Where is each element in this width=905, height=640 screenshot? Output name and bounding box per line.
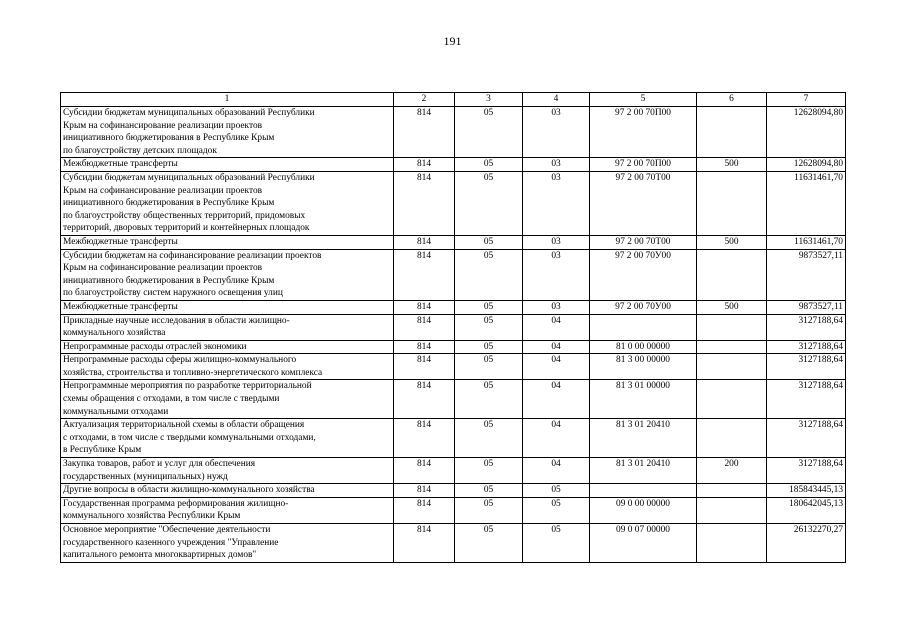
subsection-cell: 03 — [523, 249, 590, 300]
expense-type-cell: 500 — [697, 300, 767, 314]
row-name-line: Крым на софинансирование реализации проектов — [63, 263, 263, 274]
row-name-line: государственного казенного учреждения "Управление — [63, 537, 279, 548]
amount-cell: 11631461,70 — [767, 235, 846, 249]
row-name-line: Непрограммные расходы сферы жилищно-коммунального — [63, 355, 297, 366]
target-article-cell: 97 2 00 70Т00 — [590, 171, 697, 235]
row-name-line: по благоустройству систем наружного освещения улиц — [63, 288, 283, 299]
row-name-cell — [61, 354, 394, 380]
row-name-cell — [61, 107, 394, 158]
amount-cell: 3127188,64 — [767, 354, 846, 380]
amount-cell: 11631461,70 — [767, 171, 846, 235]
row-name-line: Непрограммные мероприятия по разработке территориальной — [63, 381, 312, 392]
header-cell: 4 — [523, 93, 590, 107]
row-name-line: Прикладные научные исследования в области жилищно- — [63, 315, 290, 326]
code-grbs-cell: 814 — [394, 484, 455, 498]
table-row — [61, 524, 846, 563]
section-cell: 05 — [455, 314, 523, 340]
table-row — [61, 340, 846, 354]
row-name-line: Межбюджетные трансферты — [63, 301, 178, 312]
code-grbs-cell: 814 — [394, 380, 455, 419]
row-name-line: Крым на софинансирование реализации проектов — [63, 120, 263, 131]
table-header-row — [61, 93, 846, 107]
target-article-cell: 97 2 00 70П00 — [590, 158, 697, 172]
section-cell: 05 — [455, 497, 523, 523]
amount-cell: 180642045,13 — [767, 497, 846, 523]
expense-type-cell — [697, 524, 767, 563]
subsection-cell: 04 — [523, 314, 590, 340]
section-cell: 05 — [455, 158, 523, 172]
row-name-cell — [61, 314, 394, 340]
row-name-line: Государственная программа реформирования жилищно- — [63, 498, 289, 509]
table-row — [61, 484, 846, 498]
code-grbs-cell: 814 — [394, 158, 455, 172]
subsection-cell: 05 — [523, 497, 590, 523]
row-name-line: Субсидии бюджетам на софинансирование реализации проектов — [63, 250, 322, 261]
expense-type-cell — [697, 340, 767, 354]
table-row — [61, 497, 846, 523]
subsection-cell: 04 — [523, 340, 590, 354]
section-cell: 05 — [455, 171, 523, 235]
table-row — [61, 249, 846, 300]
code-grbs-cell: 814 — [394, 300, 455, 314]
code-grbs-cell: 814 — [394, 340, 455, 354]
table-row — [61, 300, 846, 314]
row-name-line: инициативного бюджетирования в Республике Крым — [63, 198, 275, 209]
table-row — [61, 458, 846, 484]
code-grbs-cell: 814 — [394, 497, 455, 523]
amount-cell: 3127188,64 — [767, 458, 846, 484]
subsection-cell: 03 — [523, 171, 590, 235]
target-article-cell: 81 3 01 20410 — [590, 419, 697, 458]
target-article-cell: 81 3 01 00000 — [590, 380, 697, 419]
table-row — [61, 171, 846, 235]
row-name-line: Субсидии бюджетам муниципальных образований Республики — [63, 108, 315, 118]
target-article-cell — [590, 314, 697, 340]
amount-cell: 12628094,80 — [767, 158, 846, 172]
row-name-cell — [61, 458, 394, 484]
row-name-line: схемы обращения с отходами, в том числе с твердыми — [63, 394, 280, 405]
row-name-line: Субсидии бюджетам муниципальных образований Республики — [63, 172, 315, 183]
row-name-cell — [61, 158, 394, 172]
row-name-cell — [61, 235, 394, 249]
expense-type-cell — [697, 171, 767, 235]
table-row — [61, 107, 846, 158]
row-name-cell — [61, 300, 394, 314]
target-article-cell: 09 0 00 00000 — [590, 497, 697, 523]
section-cell: 05 — [455, 458, 523, 484]
amount-cell: 9873527,11 — [767, 300, 846, 314]
row-name-cell — [61, 419, 394, 458]
budget-table — [60, 92, 846, 563]
row-name-line: инициативного бюджетирования в Республике Крым — [63, 275, 275, 286]
code-grbs-cell: 814 — [394, 354, 455, 380]
code-grbs-cell: 814 — [394, 171, 455, 235]
section-cell: 05 — [455, 380, 523, 419]
subsection-cell: 03 — [523, 107, 590, 158]
table-row — [61, 158, 846, 172]
section-cell: 05 — [455, 419, 523, 458]
expense-type-cell — [697, 497, 767, 523]
row-name-line: Непрограммные расходы отраслей экономики — [63, 341, 247, 352]
amount-cell: 3127188,64 — [767, 419, 846, 458]
target-article-cell: 81 3 01 20410 — [590, 458, 697, 484]
row-name-line: территорий, дворовых территорий и контейнерных площадок — [63, 223, 310, 234]
table-row — [61, 354, 846, 380]
target-article-cell: 97 2 00 70Т00 — [590, 235, 697, 249]
subsection-cell: 04 — [523, 380, 590, 419]
row-name-line: по благоустройству детских площадок — [63, 145, 217, 156]
target-article-cell: 81 0 00 00000 — [590, 340, 697, 354]
target-article-cell: 97 2 00 70У00 — [590, 249, 697, 300]
row-name-cell — [61, 497, 394, 523]
row-name-line: государственных (муниципальных) нужд — [63, 471, 228, 482]
code-grbs-cell: 814 — [394, 314, 455, 340]
row-name-line: коммунального хозяйства Республики Крым — [63, 511, 241, 522]
expense-type-cell — [697, 419, 767, 458]
table-row — [61, 314, 846, 340]
row-name-line: Межбюджетные трансферты — [63, 236, 178, 247]
section-cell: 05 — [455, 354, 523, 380]
row-name-line: Актуализация территориальной схемы в области обращения — [63, 420, 305, 431]
header-cell: 3 — [455, 93, 523, 107]
row-name-cell — [61, 484, 394, 498]
amount-cell: 26132270,27 — [767, 524, 846, 563]
row-name-line: по благоустройству общественных территорий, придомовых — [63, 210, 306, 221]
table-row — [61, 380, 846, 419]
row-name-line: хозяйства, строительства и топливно-энергетического комплекса — [63, 367, 323, 378]
expense-type-cell — [697, 249, 767, 300]
row-name-cell — [61, 380, 394, 419]
code-grbs-cell: 814 — [394, 458, 455, 484]
target-article-cell: 81 3 00 00000 — [590, 354, 697, 380]
page-number: 191 — [443, 34, 462, 48]
row-name-cell — [61, 524, 394, 563]
row-name-line: в Республике Крым — [63, 445, 142, 456]
expense-type-cell: 500 — [697, 158, 767, 172]
amount-cell: 9873527,11 — [767, 249, 846, 300]
row-name-line: Закупка товаров, работ и услуг для обеспечения — [63, 459, 256, 470]
code-grbs-cell: 814 — [394, 249, 455, 300]
target-article-cell: 97 2 00 70П00 — [590, 107, 697, 158]
section-cell: 05 — [455, 524, 523, 563]
subsection-cell: 03 — [523, 300, 590, 314]
header-cell: 7 — [767, 93, 846, 107]
section-cell: 05 — [455, 107, 523, 158]
section-cell: 05 — [455, 235, 523, 249]
subsection-cell: 03 — [523, 235, 590, 249]
expense-type-cell — [697, 354, 767, 380]
row-name-cell — [61, 171, 394, 235]
section-cell: 05 — [455, 249, 523, 300]
subsection-cell: 04 — [523, 458, 590, 484]
row-name-line: Межбюджетные трансферты — [63, 159, 178, 170]
row-name-line: инициативного бюджетирования в Республике Крым — [63, 133, 275, 144]
target-article-cell: 97 2 00 70У00 — [590, 300, 697, 314]
amount-cell: 12628094,80 — [767, 107, 846, 158]
amount-cell: 3127188,64 — [767, 380, 846, 419]
row-name-cell — [61, 249, 394, 300]
row-name-line: коммунальными отходами — [63, 406, 169, 417]
expense-type-cell — [697, 107, 767, 158]
table-row — [61, 235, 846, 249]
header-cell: 1 — [61, 93, 394, 107]
target-article-cell: 09 0 07 00000 — [590, 524, 697, 563]
row-name-line: коммунального хозяйства — [63, 328, 166, 339]
amount-cell: 185843445,13 — [767, 484, 846, 498]
header-cell: 6 — [697, 93, 767, 107]
row-name-line: Основное мероприятие "Обеспечение деятельности — [63, 525, 271, 535]
expense-type-cell — [697, 484, 767, 498]
subsection-cell: 05 — [523, 524, 590, 563]
expense-type-cell: 500 — [697, 235, 767, 249]
header-cell: 5 — [590, 93, 697, 107]
section-cell: 05 — [455, 300, 523, 314]
header-cell: 2 — [394, 93, 455, 107]
code-grbs-cell: 814 — [394, 235, 455, 249]
row-name-line: с отходами, в том числе с твердыми коммунальными отходами, — [63, 432, 316, 443]
row-name-line: капитального ремонта многоквартирных домов" — [63, 550, 257, 561]
section-cell: 05 — [455, 484, 523, 498]
code-grbs-cell: 814 — [394, 524, 455, 563]
target-article-cell — [590, 484, 697, 498]
amount-cell: 3127188,64 — [767, 314, 846, 340]
subsection-cell: 03 — [523, 158, 590, 172]
row-name-cell — [61, 340, 394, 354]
subsection-cell: 05 — [523, 484, 590, 498]
subsection-cell: 04 — [523, 419, 590, 458]
amount-cell: 3127188,64 — [767, 340, 846, 354]
row-name-line: Другие вопросы в области жилищно-коммунального хозяйства — [63, 485, 315, 496]
expense-type-cell — [697, 314, 767, 340]
table-row — [61, 419, 846, 458]
code-grbs-cell: 814 — [394, 419, 455, 458]
subsection-cell: 04 — [523, 354, 590, 380]
row-name-line: Крым на софинансирование реализации проектов — [63, 185, 263, 196]
section-cell: 05 — [455, 340, 523, 354]
expense-type-cell — [697, 380, 767, 419]
code-grbs-cell: 814 — [394, 107, 455, 158]
expense-type-cell: 200 — [697, 458, 767, 484]
